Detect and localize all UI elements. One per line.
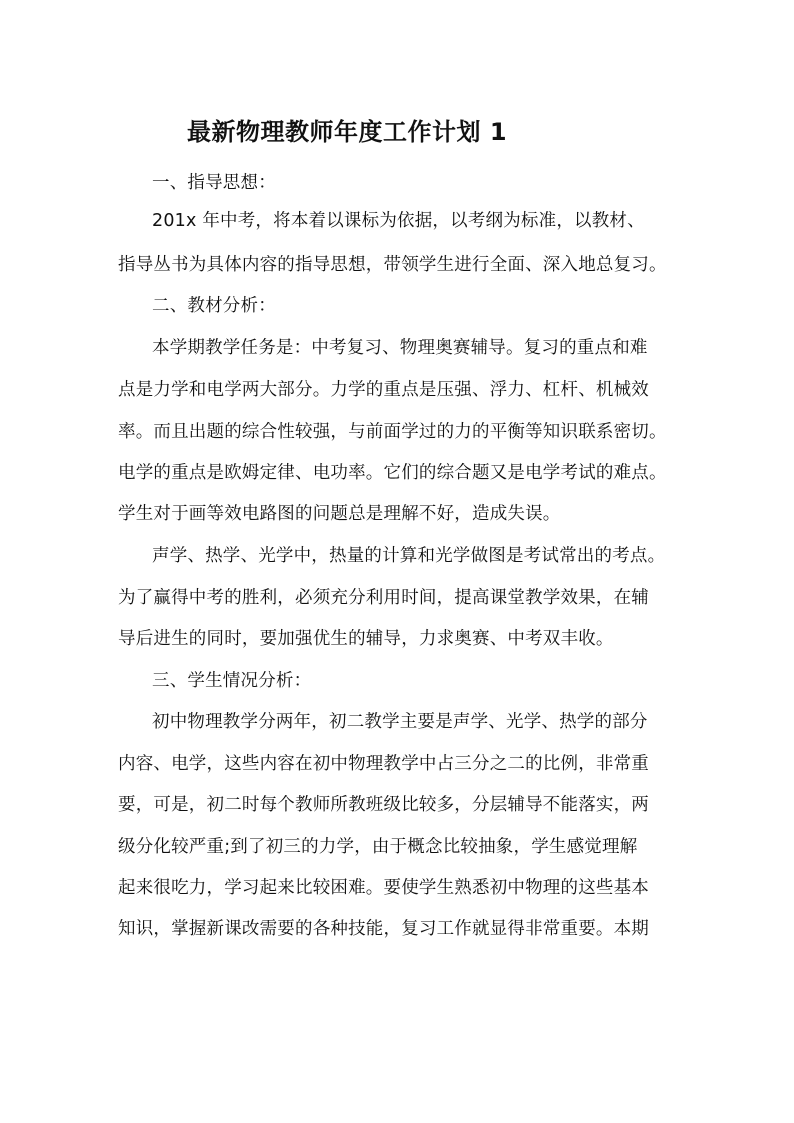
document-title: 最新物理教师年度工作计划 1 <box>187 118 508 146</box>
paragraph-line: 声学、热学、光学中，热量的计算和光学做图是考试常出的考点。 <box>152 546 666 566</box>
paragraph-line: 本学期教学任务是：中考复习、物理奥赛辅导。复习的重点和难 <box>152 338 648 358</box>
paragraph-line: 点是力学和电学两大部分。力学的重点是压强、浮力、杠杆、机械效 <box>118 380 649 400</box>
paragraph-line: 级分化较严重;到了初三的力学，由于概念比较抽象，学生感觉理解 <box>118 837 638 857</box>
paragraph-line: 导后进生的同时，要加强优生的辅导，力求奥赛、中考双丰收。 <box>118 629 614 649</box>
section-heading-textbook-analysis: 二、教材分析： <box>152 296 276 316</box>
section-heading-student-analysis: 三、学生情况分析： <box>152 671 312 691</box>
paragraph-line: 初中物理教学分两年，初二教学主要是声学、光学、热学的部分 <box>152 712 648 732</box>
paragraph-line: 知识，掌握新课改需要的各种技能，复习工作就显得非常重要。本期 <box>118 919 649 939</box>
paragraph-line: 电学的重点是欧姆定律、电功率。它们的综合题又是电学考试的难点。 <box>118 463 667 483</box>
paragraph-line: 内容、电学，这些内容在初中物理教学中占三分之二的比例，非常重 <box>118 754 649 774</box>
section-heading-guiding-ideology: 一、指导思想： <box>152 173 276 193</box>
paragraph-line: 学生对于画等效电路图的问题总是理解不好，造成失误。 <box>118 504 561 524</box>
paragraph-line: 起来很吃力，学习起来比较困难。要使学生熟悉初中物理的这些基本 <box>118 878 649 898</box>
paragraph-line: 要，可是，初二时每个教师所教班级比较多，分层辅导不能落实，两 <box>118 795 649 815</box>
paragraph-line: 为了赢得中考的胜利，必须充分利用时间，提高课堂教学效果，在辅 <box>118 588 649 608</box>
paragraph-line: 201x 年中考，将本着以课标为依据，以考纲为标准，以教材、 <box>152 211 645 231</box>
paragraph-line: 指导丛书为具体内容的指导思想，带领学生进行全面、深入地总复习。 <box>118 255 667 275</box>
paragraph-line: 率。而且出题的综合性较强，与前面学过的力的平衡等知识联系密切。 <box>118 422 667 442</box>
